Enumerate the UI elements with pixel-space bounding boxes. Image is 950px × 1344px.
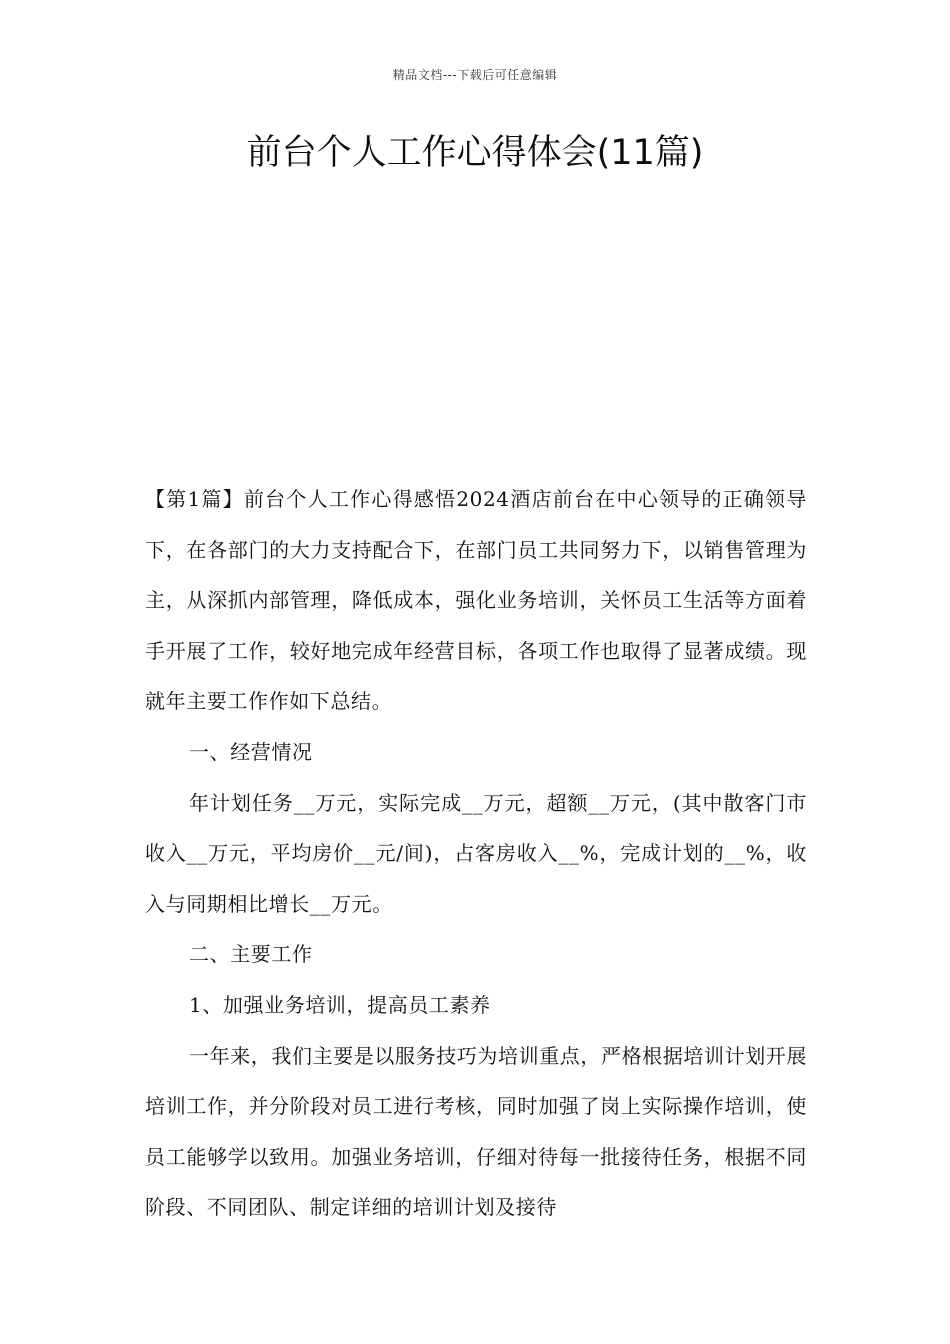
document-title: 前台个人工作心得体会(11篇) (246, 133, 704, 173)
paragraph-training: 一年来，我们主要是以服务技巧为培训重点，严格根据培训计划开展培训工作，并分阶段对员工进行考核，同时加强了岗上实际操作培训，使员工能够学以致用。加强业务培训，仔细对待每一批接待任务，根据不同阶段、不同团队、制定详细的培训计划及接待 (145, 1043, 807, 1220)
section-heading-main-work: 二、主要工作 (189, 942, 313, 967)
section-heading-operations: 一、经营情况 (189, 739, 313, 764)
subheading-training: 1、加强业务培训，提高员工素养 (189, 992, 491, 1017)
document-body (145, 474, 807, 1233)
header-note: 精品文档---下载后可任意编辑 (392, 68, 558, 82)
paragraph-intro: 【第1篇】前台个人工作心得感悟2024酒店前台在中心领导的正确领导下，在各部门的大力支持配合下，在部门员工共同努力下，以销售管理为主，从深抓内部管理，降低成本，强化业务培训，关怀员工生活等方面着手开展了工作，较好地完成年经营目标，各项工作也取得了显著成绩。现就年主要工作作如下总结。 (145, 487, 807, 714)
paragraph-operations: 年计划任务__万元，实际完成__万元，超额__万元，(其中散客门市收入__万元，平均房价__元/间)，占客房收入__%，完成计划的__%，收入与同期相比增长__万元。 (145, 790, 807, 916)
